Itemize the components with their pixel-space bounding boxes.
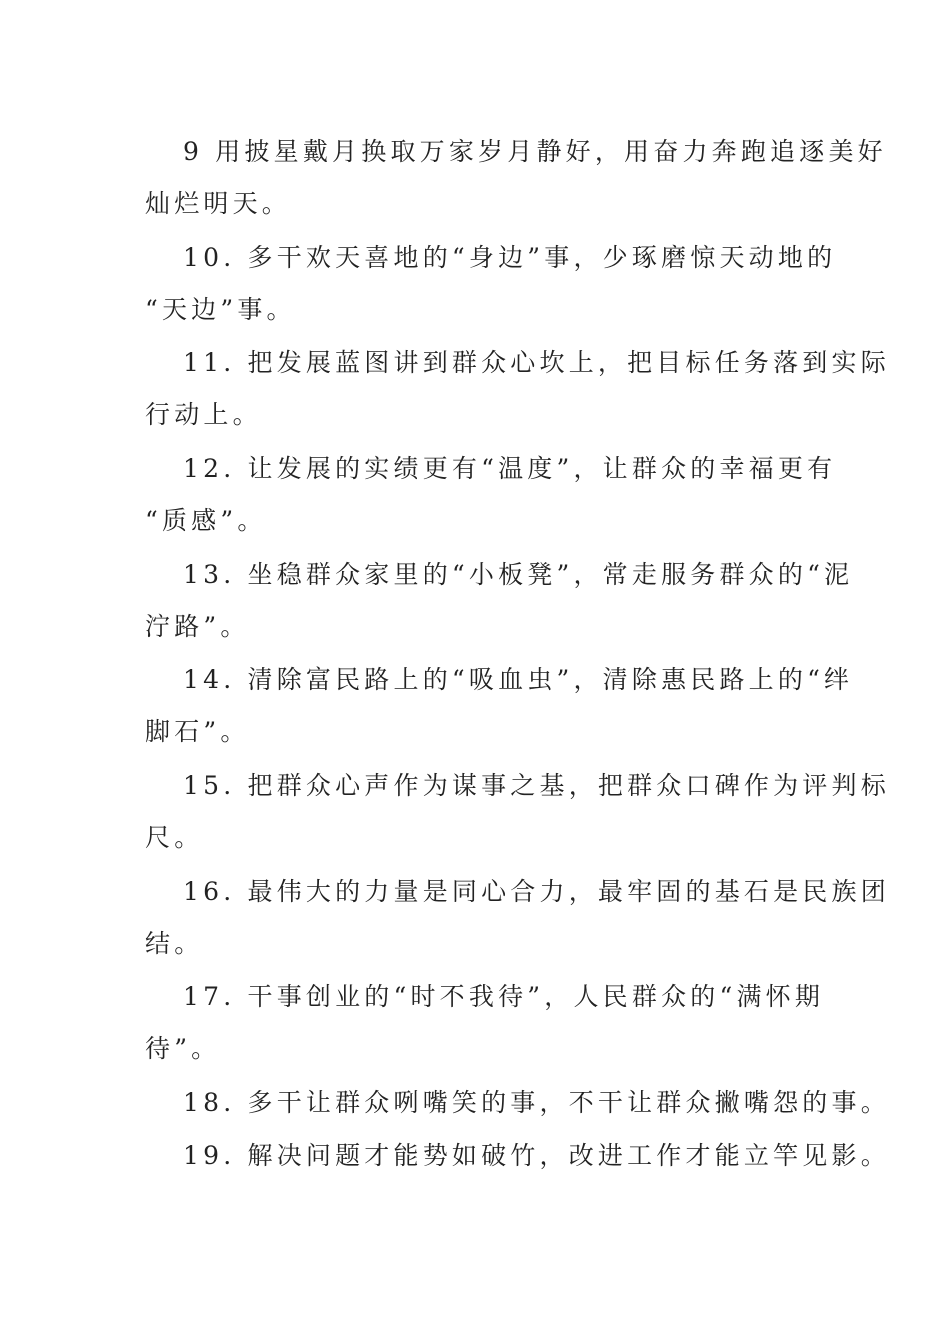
list-item <box>145 443 837 547</box>
list-item-line: 灿烂明天。 <box>145 189 292 218</box>
list-item-line: 泞路”。 <box>145 612 250 641</box>
list-item <box>145 866 890 970</box>
list-item-line: 脚石”。 <box>145 717 250 746</box>
list-item-line: 待”。 <box>145 1034 221 1063</box>
list-item <box>145 971 825 1075</box>
list-item <box>145 1130 890 1182</box>
list-item <box>145 549 854 653</box>
list-item-line: 15. 把群众心声作为谋事之基，把群众口碑作为评判标 <box>183 771 890 800</box>
list-item-line: 14. 清除富民路上的“吸血虫”，清除惠民路上的“绊 <box>183 665 854 694</box>
list-item-line: 9 用披星戴月换取万家岁月静好，用奋力奔跑追逐美好 <box>183 137 887 166</box>
list-item-line: 13. 坐稳群众家里的“小板凳”，常走服务群众的“泥 <box>183 560 854 589</box>
list-item-line: 11. 把发展蓝图讲到群众心坎上，把目标任务落到实际 <box>183 348 890 377</box>
list-item-line: “质感”。 <box>145 506 267 535</box>
list-item <box>145 337 890 441</box>
list-item-line: 18. 多干让群众咧嘴笑的事，不干让群众撇嘴怨的事。 <box>183 1088 890 1117</box>
list-item <box>145 232 837 336</box>
list-item-line: “天边”事。 <box>145 295 296 324</box>
list-item <box>145 1077 890 1129</box>
list-item <box>145 760 890 864</box>
list-item <box>145 126 887 230</box>
list-item-line: 行动上。 <box>145 400 262 429</box>
list-item-line: 17. 干事创业的“时不我待”，人民群众的“满怀期 <box>183 982 825 1011</box>
list-item-line: 19. 解决问题才能势如破竹，改进工作才能立竿见影。 <box>183 1141 890 1170</box>
list-item-line: 尺。 <box>145 823 204 852</box>
list-item-line: 10. 多干欢天喜地的“身边”事，少琢磨惊天动地的 <box>183 243 837 272</box>
list-item-line: 结。 <box>145 929 204 958</box>
list-item <box>145 654 854 758</box>
list-item-line: 16. 最伟大的力量是同心合力，最牢固的基石是民族团 <box>183 877 890 906</box>
list-item-line: 12. 让发展的实绩更有“温度”，让群众的幸福更有 <box>183 454 837 483</box>
